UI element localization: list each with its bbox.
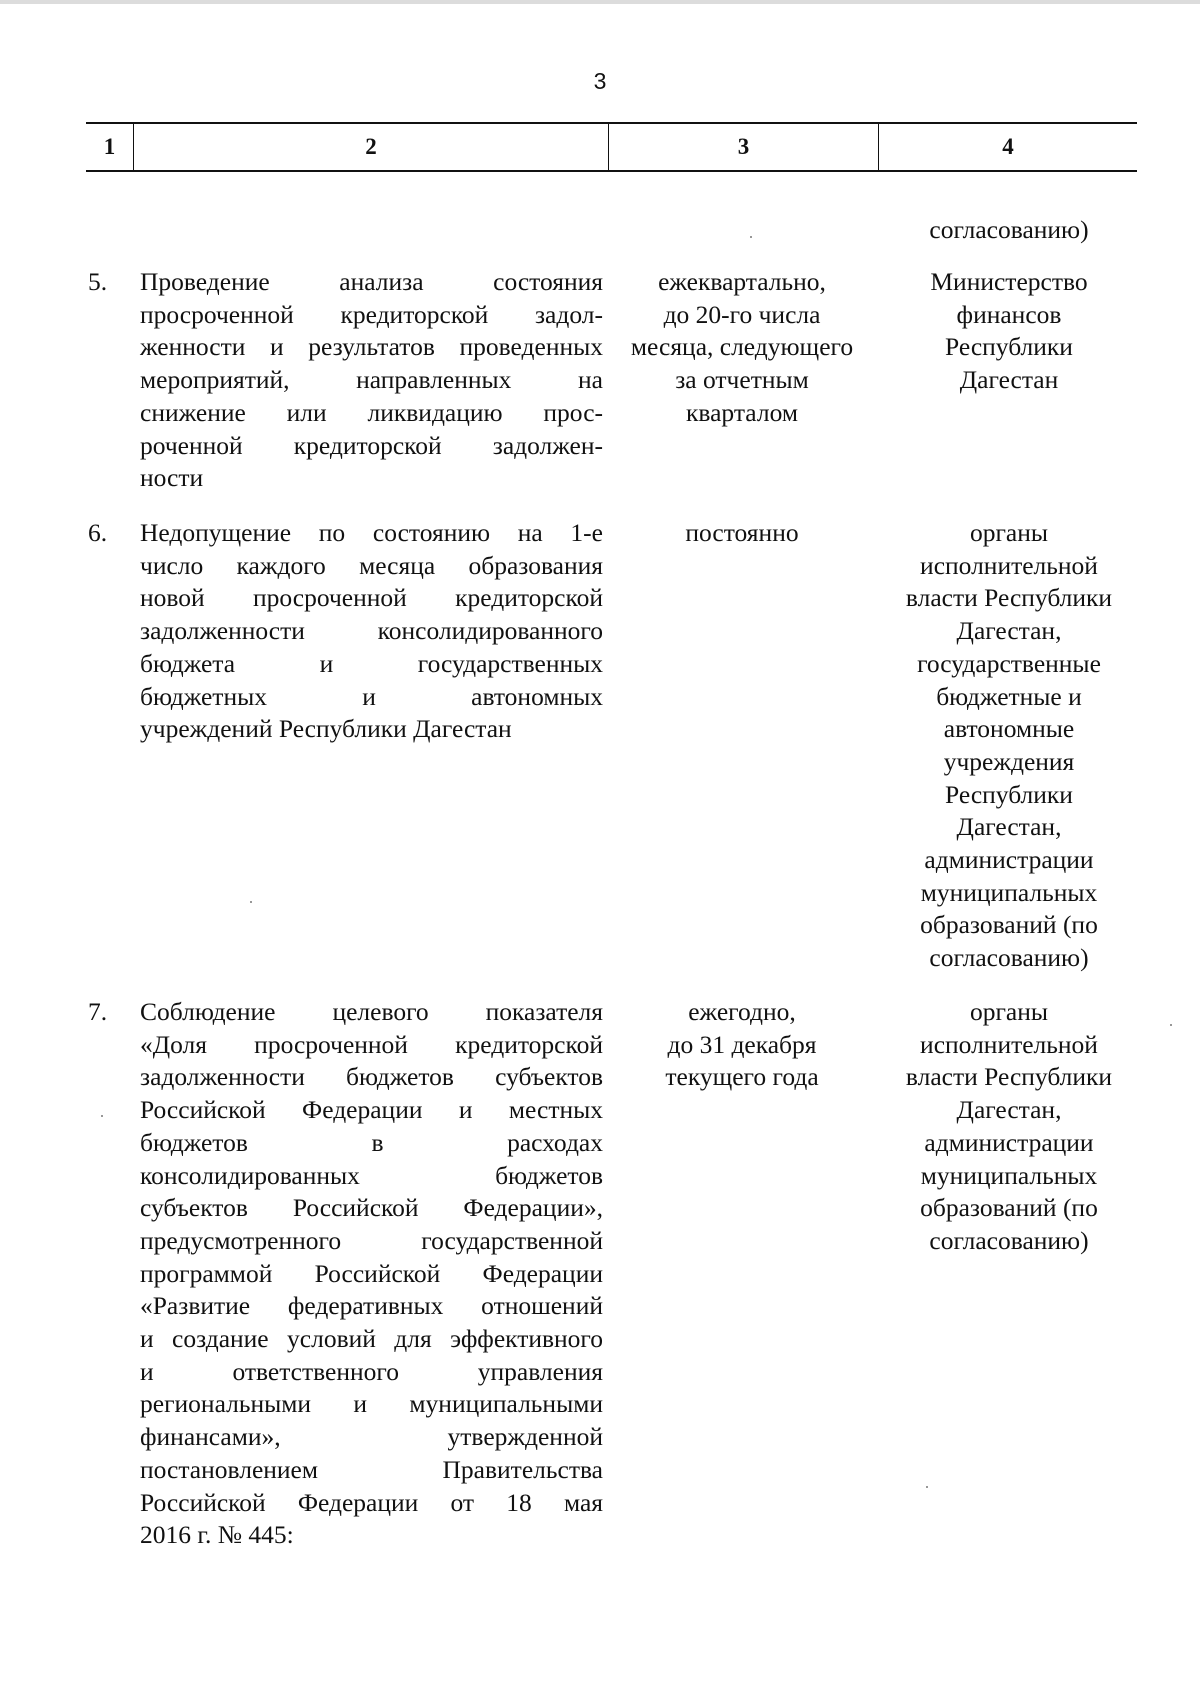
description-line: мероприятий, направленных на: [140, 365, 603, 395]
responsible-line: Дагестан: [959, 365, 1059, 395]
term-line: кварталом: [686, 397, 798, 427]
description-line: субъектов Российской Федерации»,: [140, 1193, 603, 1223]
responsible-line: учреждения: [943, 746, 1075, 776]
row-term: [612, 517, 872, 550]
responsible-line: согласованию): [929, 215, 1089, 244]
responsible-line: муниципальных: [920, 1160, 1098, 1190]
row-description: [140, 517, 603, 746]
term-line: постоянно: [685, 518, 799, 547]
description-line: ности: [140, 463, 204, 493]
responsible-line: администрации: [924, 845, 1094, 875]
description-line: задолженности консолидированного: [140, 616, 603, 646]
row-term: [612, 266, 872, 430]
description-line: роченной кредиторской задолжен-: [140, 430, 603, 460]
responsible-line: Дагестан,: [956, 1095, 1062, 1125]
description-line: предусмотренного государственной: [140, 1225, 603, 1255]
description-line: бюджетных и автономных: [140, 681, 603, 711]
description-line: и ответственного управления: [140, 1356, 603, 1386]
description-line: просроченной кредиторской задол-: [140, 299, 603, 329]
responsible-line: органы: [969, 518, 1049, 547]
row-number: 6.: [88, 518, 108, 547]
responsible-line: исполнительной: [920, 1029, 1098, 1059]
description-line: «Доля просроченной кредиторской: [140, 1029, 603, 1059]
description-line: 2016 г. № 445:: [140, 1520, 294, 1550]
term-line: до 20-го числа: [663, 299, 821, 329]
responsible-line: власти Республики: [905, 583, 1113, 613]
row-number: 5.: [88, 267, 108, 296]
column-header-3: 3: [608, 124, 878, 170]
row-term: [612, 996, 872, 1094]
responsible-line: автономные: [943, 714, 1075, 744]
term-line: за отчетным: [675, 365, 809, 395]
carryover-responsible: [878, 214, 1140, 247]
term-line: месяца, следующего: [630, 332, 854, 362]
row-description: [140, 266, 603, 495]
description-line: задолженности бюджетов субъектов: [140, 1062, 603, 1092]
description-line: новой просроченной кредиторской: [140, 583, 603, 613]
term-line: текущего года: [665, 1062, 819, 1092]
scan-speck: [1170, 1024, 1172, 1026]
row-responsible: [878, 517, 1140, 975]
term-line: ежегодно,: [688, 997, 796, 1026]
scan-speck: [101, 1115, 103, 1117]
description-line: бюджета и государственных: [140, 648, 603, 678]
description-line: женности и результатов проведенных: [140, 332, 603, 362]
term-line: ежеквартально,: [658, 267, 826, 296]
description-line: снижение или ликвидацию прос-: [140, 397, 603, 427]
column-header-2: 2: [133, 124, 608, 170]
description-line: региональными и муниципальными: [140, 1389, 603, 1419]
responsible-line: согласованию): [929, 1225, 1089, 1255]
scan-speck: [750, 236, 752, 238]
description-line: Российской Федерации от 18 мая: [140, 1487, 603, 1517]
description-line: постановлением Правительства: [140, 1454, 603, 1484]
responsible-line: власти Республики: [905, 1062, 1113, 1092]
description-line: число каждого месяца образования: [140, 550, 603, 580]
table-header: [86, 122, 1137, 172]
description-line: Соблюдение целевого показателя: [140, 997, 603, 1026]
column-header-4: 4: [878, 124, 1137, 170]
responsible-line: финансов: [956, 299, 1062, 329]
description-line: Недопущение по состоянию на 1-е: [140, 518, 603, 547]
responsible-line: образований (по: [920, 910, 1098, 940]
responsible-line: согласованию): [929, 943, 1089, 973]
row-responsible: [878, 996, 1140, 1258]
term-line: до 31 декабря: [667, 1029, 817, 1059]
description-line: бюджетов в расходах: [140, 1127, 603, 1157]
responsible-line: государственные: [917, 648, 1101, 678]
responsible-line: Министерство: [930, 267, 1088, 296]
responsible-line: Республики: [945, 779, 1073, 809]
responsible-line: Республики: [945, 332, 1073, 362]
column-header-1: 1: [103, 134, 116, 159]
scan-speck: [926, 1486, 928, 1488]
page-number: 3: [593, 68, 607, 94]
responsible-line: Дагестан,: [956, 616, 1062, 646]
description-line: и создание условий для эффективного: [140, 1324, 603, 1354]
description-line: учреждений Республики Дагестан: [140, 714, 512, 744]
row-responsible: [878, 266, 1140, 397]
responsible-line: образований (по: [920, 1193, 1098, 1223]
responsible-line: Дагестан,: [956, 812, 1062, 842]
responsible-line: органы: [969, 997, 1049, 1026]
description-line: Проведение анализа состояния: [140, 267, 603, 296]
responsible-line: бюджетные и: [936, 681, 1082, 711]
row-description: [140, 996, 603, 1552]
responsible-line: администрации: [924, 1127, 1094, 1157]
description-line: консолидированных бюджетов: [140, 1160, 603, 1190]
description-line: программой Российской Федерации: [140, 1258, 603, 1288]
responsible-line: исполнительной: [920, 550, 1098, 580]
description-line: финансами», утвержденной: [140, 1422, 603, 1452]
responsible-line: муниципальных: [920, 877, 1098, 907]
description-line: «Развитие федеративных отношений: [140, 1291, 603, 1321]
scan-edge: [0, 0, 1200, 4]
description-line: Российской Федерации и местных: [140, 1095, 603, 1125]
scan-speck: [250, 901, 252, 903]
row-number: 7.: [88, 997, 108, 1026]
